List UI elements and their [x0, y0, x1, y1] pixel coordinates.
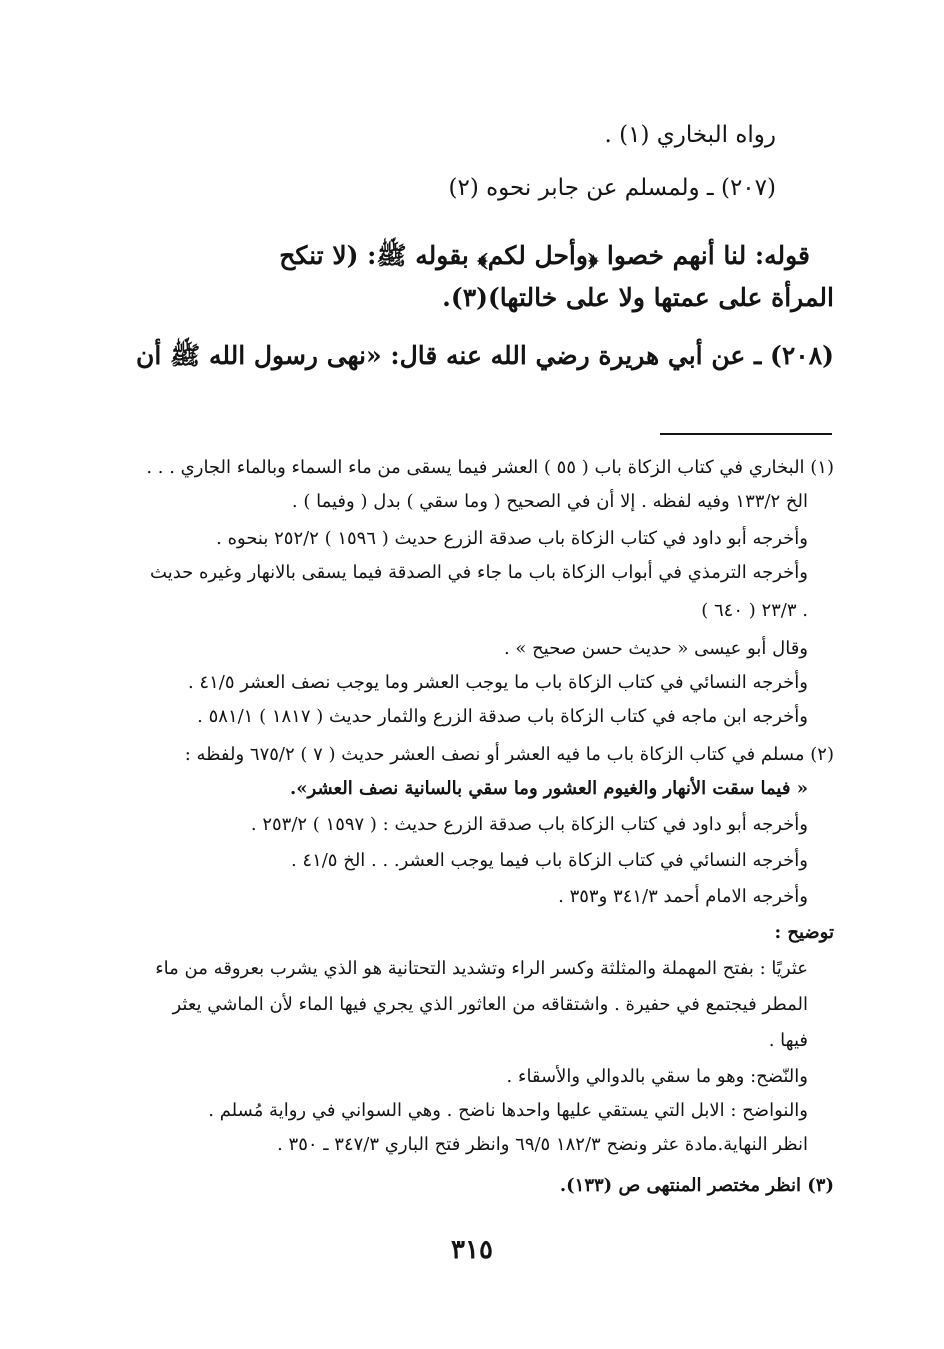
footnote-line: الخ ١٣٣/٢ وفيه لفظه . إلا أن في الصحيح ( وما سقي ) بدل ( وفيما ) . — [291, 491, 808, 512]
footnote-line: وأخرجه الامام أحمد ٣٤١/٣ و٣٥٣ . — [558, 886, 808, 907]
footnote-line: « فيما سقت الأنهار والغيوم العشور وما سقي بالسانية نصف العشر». — [290, 778, 808, 799]
main-heading-line-1: قوله: لنا أنهم خصوا ﴿وأحل لكم﴾ بقوله ﷺ: (لا تنكح — [279, 241, 810, 270]
footnote-line: وأخرجه ابن ماجه في كتاب الزكاة باب صدقة الزرع والثمار حديث ( ١٨١٧ ) ٥٨١/١ . — [197, 706, 808, 727]
footnote-line: وقال أبو عيسى « حديث حسن صحيح » . — [503, 638, 808, 659]
footnote-line: وأخرجه الترمذي في أبواب الزكاة باب ما جاء في الصدقة فيما يسقى بالانهار وغيره حديث — [150, 562, 808, 583]
main-text-line-1: رواه البخاري (١) . — [604, 122, 776, 148]
footnote-line: انظر النهاية.مادة عثر ونضح ١٨٢/٣ ٦٩/٥ وانظر فتح الباري ٣٤٧/٣ ـ ٣٥٠ . — [277, 1134, 808, 1155]
footnote-line: وأخرجه النسائي في كتاب الزكاة باب ما يوجب العشر وما يوجب نصف العشر ٤١/٥ . — [187, 672, 808, 693]
footnote-line: وأخرجه أبو داود في كتاب الزكاة باب صدقة الزرع حديث : ( ١٥٩٧ ) ٢٥٣/٢ . — [250, 814, 808, 835]
footnote-line: والنّضح: وهو ما سقي بالدوالي والأسقاء . — [506, 1066, 808, 1087]
main-hadith-line: (٢٠٨) ـ عن أبي هريرة رضي الله عنه قال: «نهى رسول الله ﷺ أن — [136, 341, 834, 370]
footnote-separator — [660, 433, 832, 435]
main-text-line-2: (٢٠٧) ـ ولمسلم عن جابر نحوه (٢) — [448, 175, 776, 201]
footnote-line: فيها . — [768, 1030, 808, 1051]
footnote-line: (٣) انظر مختصر المنتهى ص (١٣٣). — [559, 1175, 834, 1196]
footnote-line: والنواضح : الابل التي يستقي عليها واحدها ناضح . وهي السواني في رواية مُسلم . — [208, 1100, 808, 1121]
footnote-line: عثريًا : بفتح المهملة والمثلثة وكسر الراء وتشديد التحتانية هو الذي يشرب بعروقه من ماء — [155, 958, 808, 979]
main-heading-line-2: المرأة على عمتها ولا على خالتها)(٣). — [442, 283, 834, 312]
footnote-line: المطر فيجتمع في حفيرة . واشتقاقه من العاثور الذي يجري فيها الماء لأن الماشي يعثر — [172, 994, 808, 1015]
footnote-line: وأخرجه أبو داود في كتاب الزكاة باب صدقة الزرع حديث ( ١٥٩٦ ) ٢٥٢/٢ بنحوه . — [216, 528, 808, 549]
footnote-line: وأخرجه النسائي في كتاب الزكاة باب فيما يوجب العشر. . . الخ ٤١/٥ . — [290, 850, 808, 871]
page-number: ٣١٥ — [451, 1235, 493, 1265]
footnote-line: توضيح : — [774, 922, 834, 943]
footnote-line: (٢) مسلم في كتاب الزكاة باب ما فيه العشر أو نصف العشر حديث ( ٧ ) ٦٧٥/٢ ولفظه : — [184, 744, 834, 765]
footnote-line: (١) البخاري في كتاب الزكاة باب ( ٥٥ ) العشر فيما يسقى من ماء السماء وبالماء الجاري . . . — [146, 457, 834, 478]
footnote-line: ( ٦٤٠ ) ٢٣/٣ . — [701, 600, 808, 621]
